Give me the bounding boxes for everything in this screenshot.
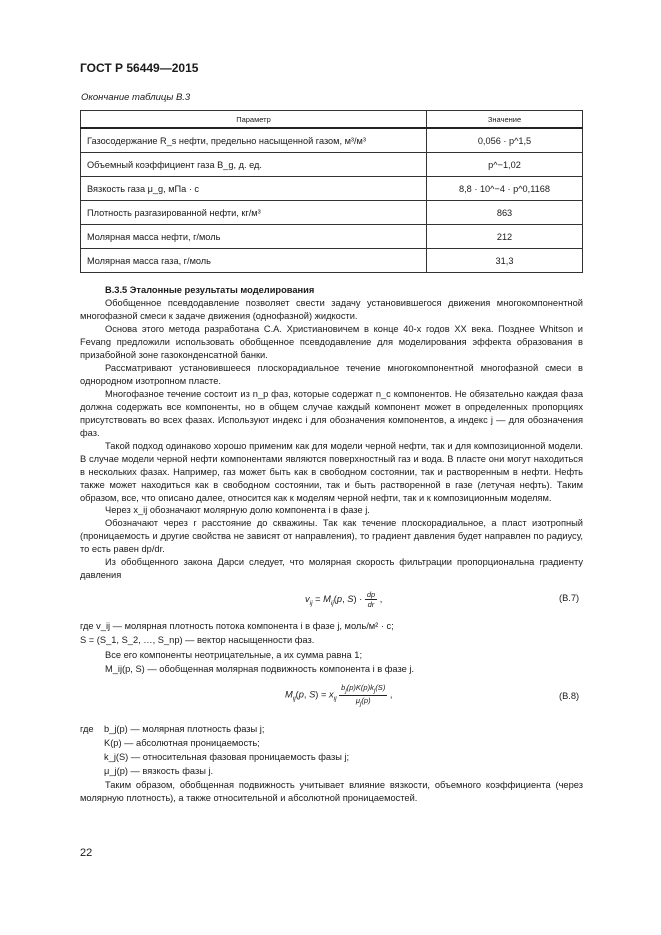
paragraph: Через x_ij обозначают молярную долю компонента i в фазе j. [105, 505, 370, 515]
definition-item: b_j(p) — молярная плотность фазы j; [104, 724, 265, 734]
value-cell: 212 [427, 225, 583, 249]
param-cell: Объемный коэффициент газа B_g, д. ед. [81, 153, 427, 177]
column-header-value: Значение [427, 111, 583, 129]
section-heading: В.3.5 Эталонные результаты моделирования [105, 285, 315, 295]
param-cell: Плотность разгазированной нефти, кг/м³ [81, 201, 427, 225]
page-number: 22 [80, 847, 93, 859]
definition-item: μ_j(p) — вязкость фазы j. [104, 766, 214, 776]
table-caption: Окончание таблицы В.3 [81, 92, 191, 103]
table-row [81, 201, 583, 225]
param-cell: Молярная масса нефти, г/моль [81, 225, 427, 249]
paragraph: Таким образом, обобщенная подвижность учитывает влияние вязкости, объемного коэффициента (через молярную плотность), а также относительной и абсолютной проницаемостей. [80, 780, 583, 803]
value-cell: 31,3 [427, 249, 583, 273]
paragraph: Рассматривают установившееся плоскорадиальное течение многокомпонентной многофазной смеси в однородном изотропном пласте. [80, 363, 583, 386]
column-header-parameter: Параметр [81, 111, 427, 129]
paragraph: Основа этого метода разработана С.А. Христиановичем в конце 40-х годов XX века. Позднее Whitson и Fevang предложили использовать обобщенное псевдодавление для моделирования эффекта образования в призабойной зоне газоконденсатной банки. [80, 324, 583, 360]
paragraph: M_ij(p, S) — обобщенная молярная подвижность компонента i в фазе j. [105, 664, 415, 674]
param-cell: Молярная масса газа, г/моль [81, 249, 427, 273]
table-row [81, 128, 583, 153]
where-clause: S = (S_1, S_2, …, S_np) — вектор насыщенности фаз. [80, 635, 315, 645]
definition-item: k_j(S) — относительная фазовая проницаемость фазы j; [104, 752, 350, 762]
paragraph: Обозначают через r расстояние до скважины. Так как течение плоскорадиальное, а пласт изотропный (проницаемость и другие свойства не зависят от направления), то градиент давления будет направлен по радиусу, то есть равен dp/dr. [80, 518, 583, 554]
value-cell: 8,8 · 10^−4 · p^0,1168 [427, 177, 583, 201]
definition-item: K(p) — абсолютная проницаемость; [104, 738, 260, 748]
value-cell: 863 [427, 201, 583, 225]
value-cell: p^−1,02 [427, 153, 583, 177]
table-row [81, 177, 583, 201]
equation-b7: $v_{ij} = M_{ij}(p$, S) · $\frac{dp}{dr}$ , [305, 590, 383, 609]
param-cell: Вязкость газа μ_g, мПа · с [81, 177, 427, 201]
parameters-table [80, 110, 583, 273]
equation-number: (В.8) [559, 691, 580, 701]
paragraph: Все его компоненты неотрицательные, а их сумма равна 1; [105, 650, 363, 660]
equation-number: (В.7) [559, 593, 580, 603]
value-cell: 0,056 · p^1,5 [427, 128, 583, 153]
paragraph: Обобщенное псевдодавление позволяет свести задачу установившегося движения многокомпонентной многофазной смеси к задаче движения (однофазной) жидкости. [80, 298, 583, 321]
paragraph: Такой подход одинаково хорошо применим как для модели черной нефти, так и для композиционной модели. В случае модели черной нефти компонентами являются поверхностный газ и вода. В пласте они могут находиться в нескольких фазах. Например, газ может быть как в свободном состоянии, так и растворенным в нефти. Нефть также может находиться как в свободном состоянии, так и быть растворенной в газе (летучая нефть). Таким образом, все, что описано далее, относится как к моделям черной нефти, так и к композиционным моделям. [80, 441, 583, 503]
equation-b8: $M_{ij}(p$, $S) = x_{ij}$ $\frac{b_j(p)K(p)k_j(S)}{\mu_j(p)}$ , [285, 683, 393, 707]
where-clause: где v_ij — молярная плотность потока компонента i в фазе j, моль/м² · с; [80, 621, 394, 631]
where-label: где [80, 724, 94, 734]
table-row [81, 249, 583, 273]
param-cell: Газосодержание R_s нефти, предельно насыщенной газом, м³/м³ [81, 128, 427, 153]
table-row [81, 225, 583, 249]
table-header-row [81, 111, 583, 129]
table-row [81, 153, 583, 177]
paragraph: Многофазное течение состоит из n_p фаз, которые содержат n_c компонентов. Не обязательно каждая фаза должна содержать все компоненты, но в общем случае каждый компонент может в определенных пропорциях присутствовать во всех фазах. Используют индекс i для обозначения компонентов, а индекс j — для обозначения фаз. [80, 389, 583, 438]
paragraph: Из обобщенного закона Дарси следует, что молярная скорость фильтрации пропорциональна градиенту давления [80, 557, 583, 580]
document-header: ГОСТ Р 56449—2015 [80, 61, 199, 75]
